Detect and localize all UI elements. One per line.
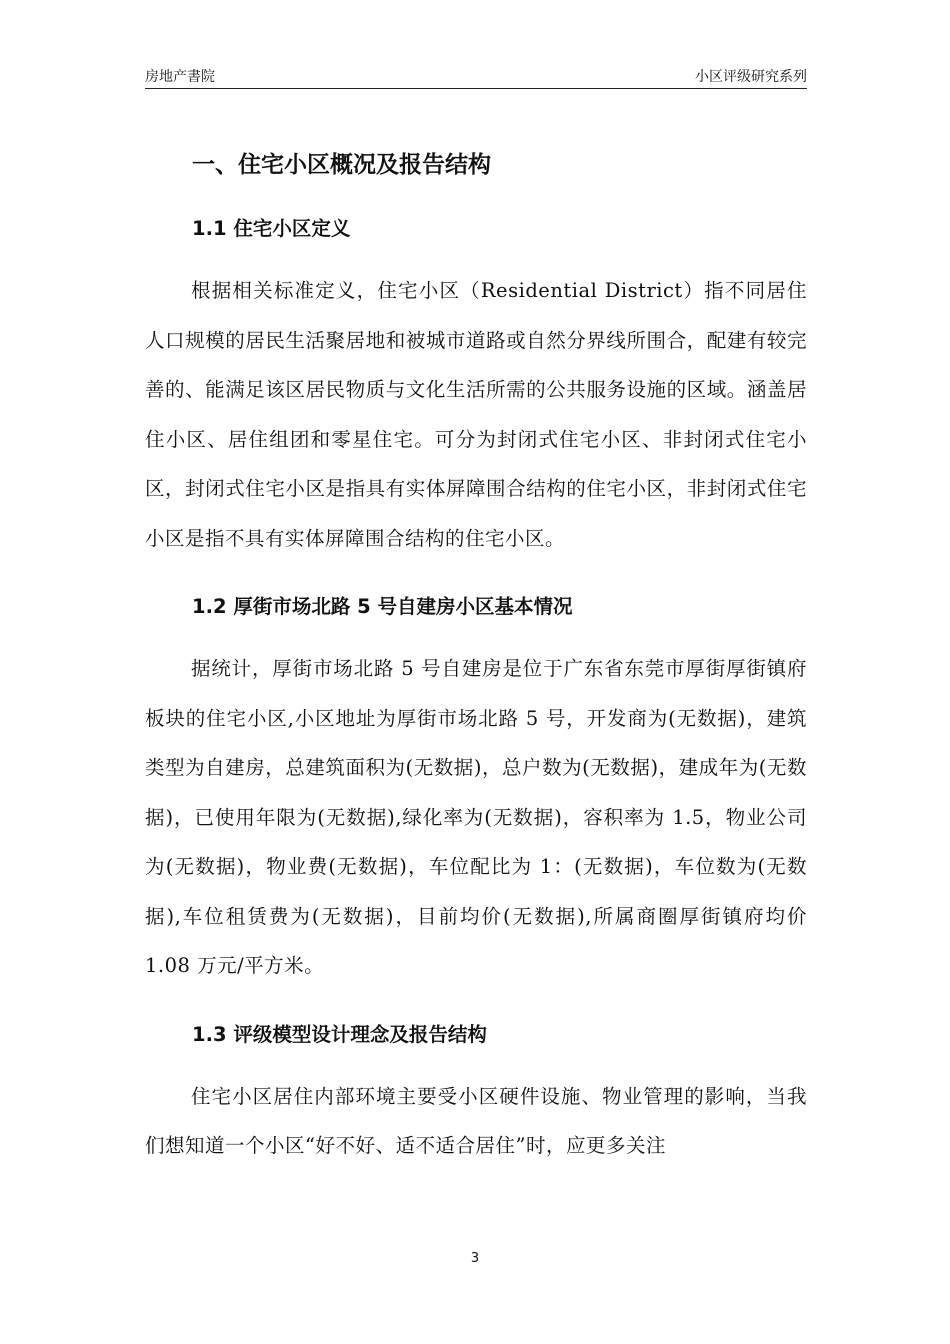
document-body	[145, 140, 807, 1171]
section-title-1-1: 1.1 住宅小区定义	[192, 217, 351, 240]
section-paragraph-1-3: 住宅小区居住内部环境主要受小区硬件设施、物业管理的影响，当我们想知道一个小区“好不好、适不适合居住”时，应更多关注	[145, 1084, 807, 1157]
section-title-1-2: 1.2 厚街市场北路 5 号自建房小区基本情况	[192, 595, 573, 618]
chapter-title: 一、住宅小区概况及报告结构	[192, 152, 491, 178]
header-publisher: 房地产書院	[145, 69, 215, 85]
section-title-1-3: 1.3 评级模型设计理念及报告结构	[192, 1022, 487, 1046]
header-series-title: 小区评级研究系列	[695, 69, 807, 85]
section-paragraph-1-2: 据统计，厚街市场北路 5 号自建房是位于广东省东莞市厚街厚街镇府板块的住宅小区,小区地址为厚街市场北路 5 号，开发商为(无数据)，建筑类型为自建房，总建筑面积为(无数据)，总户数为(无数据)，建成年为(无数据)，已使用年限为(无数据),绿化率为(无数据)，容积率为 1.5，物业公司为(无数据)，物业费(无数据)，车位配比为 1：(无数据)，车位数为(无数据),车位租赁费为(无数据)，目前均价(无数据),所属商圈厚街镇府均价 1.08 万元/平方米。	[145, 657, 807, 977]
section-paragraph-1-1: 根据相关标准定义，住宅小区（Residential District）指不同居住人口规模的居民生活聚居地和被城市道路或自然分界线所围合，配建有较完善的、能满足该区居民物质与文化生活所需的公共服务设施的区域。涵盖居住小区、居住组团和零星住宅。可分为封闭式住宅小区、非封闭式住宅小区，封闭式住宅小区是指具有实体屏障围合结构的住宅小区，非封闭式住宅小区是指不具有实体屏障围合结构的住宅小区。	[145, 279, 807, 550]
page-number: 3	[470, 1251, 480, 1266]
page-header	[145, 64, 807, 89]
